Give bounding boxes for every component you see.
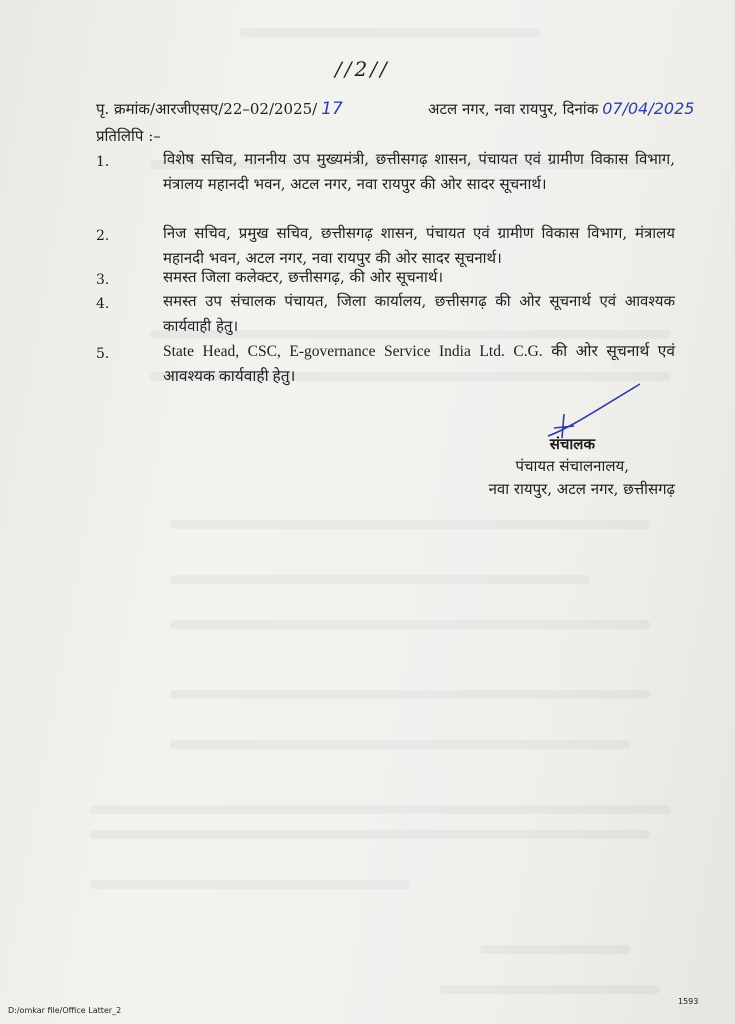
signatory-title: संचालक	[549, 435, 595, 453]
bleed-through	[170, 520, 650, 529]
signatory-office: पंचायत संचालनालय,	[515, 457, 629, 475]
list-item-number: 5.	[96, 346, 110, 362]
footer-file-path: D:/omkar file/Office Latter_2	[8, 1006, 122, 1015]
bleed-through	[90, 830, 650, 839]
bleed-through	[440, 985, 660, 994]
list-item-number: 3.	[96, 272, 110, 288]
handwritten-reference-number: 17	[321, 99, 343, 119]
page-number: //2//	[335, 57, 390, 81]
bleed-through	[480, 945, 630, 954]
list-item-number: 4.	[96, 296, 110, 312]
list-item-number: 2.	[96, 228, 110, 244]
signatory-address: नवा रायपुर, अटल नगर, छत्तीसगढ़	[488, 480, 675, 498]
bleed-through	[170, 740, 630, 749]
list-item-number: 1.	[96, 154, 110, 170]
place-and-date	[428, 99, 694, 119]
reference-number-text: पृ. क्रमांक/आरजीएसए/22–02/2025/	[96, 100, 318, 118]
list-item-text: विशेष सचिव, माननीय उप मुख्यमंत्री, छत्तीसगढ़ शासन, पंचायत एवं ग्रामीण विकास विभाग, मंत्रालय महानदी भवन, अटल नगर, नवा रायपुर की ओर सादर सूचनार्थ।	[163, 150, 675, 193]
list-item-text: समस्त उप संचालक पंचायत, जिला कार्यालय, छत्तीसगढ़ की ओर सूचनार्थ एवं आवश्यक कार्यवाही हेतु।	[163, 292, 675, 335]
handwritten-date: 07/04/2025	[602, 99, 695, 118]
bleed-through	[170, 575, 590, 584]
list-item-text: State Head, CSC, E-governance Service India Ltd. C.G. की ओर सूचनार्थ एवं आवश्यक कार्यवाही हेतु।	[163, 343, 675, 385]
list-item-text: निज सचिव, प्रमुख सचिव, छत्तीसगढ़ शासन, पंचायत एवं ग्रामीण विकास विभाग, मंत्रालय महानदी भवन, अटल नगर, नवा रायपुर की ओर सादर सूचनार्थ।	[163, 224, 675, 267]
list-item-text: समस्त जिला कलेक्टर, छत्तीसगढ़, की ओर सूचनार्थ।	[163, 268, 444, 286]
bleed-through	[90, 805, 670, 814]
reference-number	[96, 99, 343, 119]
bleed-through	[170, 690, 650, 699]
bleed-through	[90, 880, 410, 889]
bleed-through	[170, 620, 650, 629]
copy-to-label: प्रतिलिपि :–	[96, 127, 161, 145]
bleed-through	[240, 28, 540, 37]
footer-code: 1593	[678, 997, 699, 1006]
place-text: अटल नगर, नवा रायपुर, दिनांक	[428, 100, 599, 118]
